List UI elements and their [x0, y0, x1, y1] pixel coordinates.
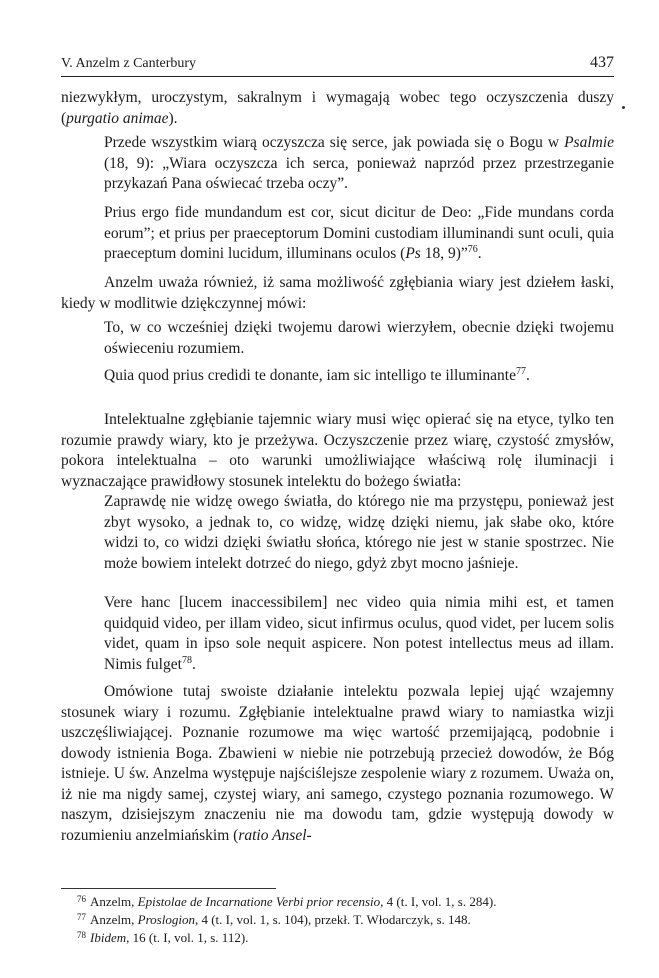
footnote-rule: [61, 888, 276, 889]
quote-psalm-latin: Prius ergo fide mundandum est cor, sicut dicitur de Deo: „Fide mundans corda eorum”; et prius per praeceptorum Domini custodiam illuminandi sunt oculi, quia praeceptum domini lucidum, illuminans oculos (Ps 18, 9)”$^{76}$.: [104, 204, 614, 262]
stray-mark: [622, 106, 625, 109]
running-title: V. Anzelm z Canterbury: [61, 56, 197, 71]
paragraph-continuation: niezwykłym, uroczystym, sakralnym i wymagają wobec tego oczyszczenia duszy (purgatio animae).: [61, 89, 614, 127]
footnote-78: 78 Ibidem, 16 (t. I, vol. 1, s. 112).: [77, 930, 249, 945]
quote-light-latin: Vere hanc [lucem inaccessibilem] nec video quia nimia mihi est, et tamen quidquid video, per illam video, sicut infirmus oculus, quod videt, per lucem solis videt, quam in ipso sole nequit aspicere. Non potest intellectus meus ad illam. Nimis fulget$^{78}$.: [104, 594, 614, 673]
paragraph-intellectual-inquiry: Intelektualne zgłębianie tajemnic wiary musi więc opierać się na etyce, tylko ten rozumie prawdy wiary, kto je przeżywa. Oczyszczenie przez wiarę, czystość zmysłów, pokora intelektualna – oto warunki umożliwiające właściwą rolę iluminacji i wyznaczające prawidłowy stosunek intelektu do bożego światła:: [61, 411, 614, 490]
quote-light-polish: Zaprawdę nie widzę owego światła, do którego nie ma przystępu, ponieważ jest zbyt wysoko, a jednak to, co widzę, widzę dzięki niemu, jak słabe oko, które widzi to, co widzi dzięki światłu słońca, którego nie jest w stanie spostrzec. Nie może bowiem intelekt dotrzeć do niego, gdyż zbyt mocno jaśnieje.: [104, 493, 614, 572]
paragraph-anselm-grace: Anzelm uważa również, iż sama możliwość zgłębiania wiary jest dziełem łaski, kiedy w modlitwie dziękczynnej mówi:: [61, 274, 614, 312]
footnote-ref-76[interactable]: 76: [467, 243, 478, 255]
header-rule: [61, 76, 614, 77]
footnote-ref-78[interactable]: 78: [181, 654, 192, 666]
quote-prayer-latin: Quia quod prius credidi te donante, iam sic intelligo te illuminante$^{77}$.: [104, 365, 530, 384]
page-number: 437: [590, 54, 614, 71]
footnote-76: 76 Anzelm, Epistolae de Incarnatione Verbi prior recensio, 4 (t. I, vol. 1, s. 284).: [77, 894, 497, 909]
paragraph-faith-reason: Omówione tutaj swoiste działanie intelektu pozwala lepiej ująć wzajemny stosunek wiary i rozumu. Zgłębianie intelektualne prawd wiary to namiastka wizji uszczęśliwiającej. Poznanie rozumowe ma więc wartość przemijającą, podobnie i dowody istnienia Boga. Zbawieni w niebie nie potrzebują przecież dowodów, że Bóg istnieje. U św. Anzelma występuje najściślejsze zespolenie wiary z rozumem. Uważa on, iż nie ma nigdy samej, czystej wiary, ani samego, czystego poznania rozumowego. W naszym, dzisiejszym znaczeniu nie ma dowodu tam, gdzie występują dowody w rozumieniu anzelmiańskim (ratio Ansel-: [61, 683, 614, 844]
footnote-77: 77 Anzelm, Proslogion, 4 (t. I, vol. 1, s. 104), przekł. T. Włodarczyk, s. 148.: [77, 912, 471, 927]
quote-psalm-polish: Przede wszystkim wiarą oczyszcza się serce, jak powiada się o Bogu w Psalmie (18, 9): „Wiara oczyszcza ich serca, ponieważ naprzód przez przestrzeganie przykazań Pana oświecać trzeba oczy”.: [104, 134, 614, 192]
footnote-ref-77[interactable]: 77: [515, 365, 526, 377]
quote-prayer-polish: To, w co wcześniej dzięki twojemu darowi wierzyłem, obecnie dzięki twojemu oświeceniu rozumiem.: [104, 319, 614, 357]
running-head: [61, 54, 614, 76]
